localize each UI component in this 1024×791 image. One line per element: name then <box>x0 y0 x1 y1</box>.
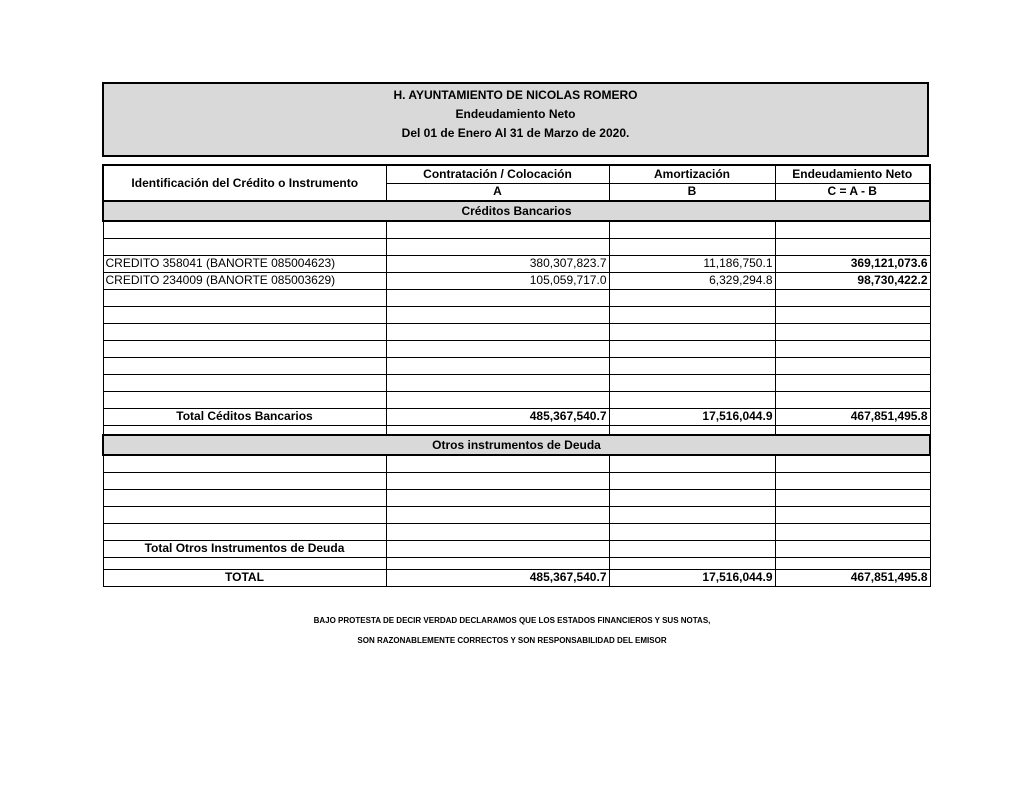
debt-table <box>102 164 931 587</box>
total-bancarios-row <box>103 408 930 425</box>
grand-total-a: 485,367,540.7 <box>386 569 609 586</box>
table-row <box>103 523 930 540</box>
report-period: Del 01 de Enero Al 31 de Marzo de 2020. <box>401 126 630 140</box>
section-title: Otros instrumentos de Deuda <box>103 435 930 455</box>
table-row <box>103 357 930 374</box>
table-row <box>103 238 930 255</box>
credit-name: CREDITO 358041 (BANORTE 085004623) <box>103 255 386 272</box>
table-row <box>103 323 930 340</box>
table-row <box>103 455 930 472</box>
section-otros-instrumentos <box>103 435 930 455</box>
total-bancarios-b: 17,516,044.9 <box>609 408 775 425</box>
grand-total-b: 17,516,044.9 <box>609 569 775 586</box>
footer-declaration-line1: BAJO PROTESTA DE DECIR VERDAD DECLARAMOS QUE LOS ESTADOS FINANCIEROS Y SUS NOTAS, <box>313 616 711 625</box>
table-row <box>103 425 930 435</box>
credit-b: 6,329,294.8 <box>609 272 775 289</box>
table-row <box>103 340 930 357</box>
table-row <box>103 289 930 306</box>
credit-c: 369,121,073.6 <box>775 255 930 272</box>
credit-a: 105,059,717.0 <box>386 272 609 289</box>
table-row <box>103 272 930 289</box>
col-header-amortizacion: Amortización <box>609 165 775 183</box>
table-row <box>103 306 930 323</box>
total-bancarios-c: 467,851,495.8 <box>775 408 930 425</box>
section-title: Créditos Bancarios <box>103 201 930 221</box>
table-row <box>103 472 930 489</box>
grand-total-label: TOTAL <box>103 569 386 586</box>
total-bancarios-label: Total Céditos Bancarios <box>103 408 386 425</box>
entity-name: H. AYUNTAMIENTO DE NICOLAS ROMERO <box>393 88 638 102</box>
credit-a: 380,307,823.7 <box>386 255 609 272</box>
col-sub-b: B <box>609 183 775 201</box>
grand-total-row <box>103 569 930 586</box>
table-row <box>103 489 930 506</box>
table-row <box>103 506 930 523</box>
table-row <box>103 221 930 238</box>
col-sub-a: A <box>386 183 609 201</box>
report-header <box>102 82 929 157</box>
report-title: Endeudamiento Neto <box>455 107 576 121</box>
credit-name: CREDITO 234009 (BANORTE 085003629) <box>103 272 386 289</box>
section-creditos-bancarios <box>103 201 930 221</box>
col-header-contratacion: Contratación / Colocación <box>386 165 609 183</box>
table-row <box>103 374 930 391</box>
column-header-row <box>103 165 930 183</box>
total-bancarios-a: 485,367,540.7 <box>386 408 609 425</box>
credit-c: 98,730,422.2 <box>775 272 930 289</box>
footer-declaration-line2: SON RAZONABLEMENTE CORRECTOS Y SON RESPONSABILIDAD DEL EMISOR <box>357 636 667 645</box>
col-header-endeudamiento: Endeudamiento Neto <box>775 165 930 183</box>
total-otros-row <box>103 540 930 557</box>
table-row <box>103 391 930 408</box>
total-otros-label: Total Otros Instrumentos de Deuda <box>103 540 386 557</box>
col-header-id: Identificación del Crédito o Instrumento <box>103 165 386 201</box>
grand-total-c: 467,851,495.8 <box>775 569 930 586</box>
col-sub-c: C = A - B <box>775 183 930 201</box>
table-row <box>103 557 930 569</box>
credit-b: 11,186,750.1 <box>609 255 775 272</box>
table-row <box>103 255 930 272</box>
